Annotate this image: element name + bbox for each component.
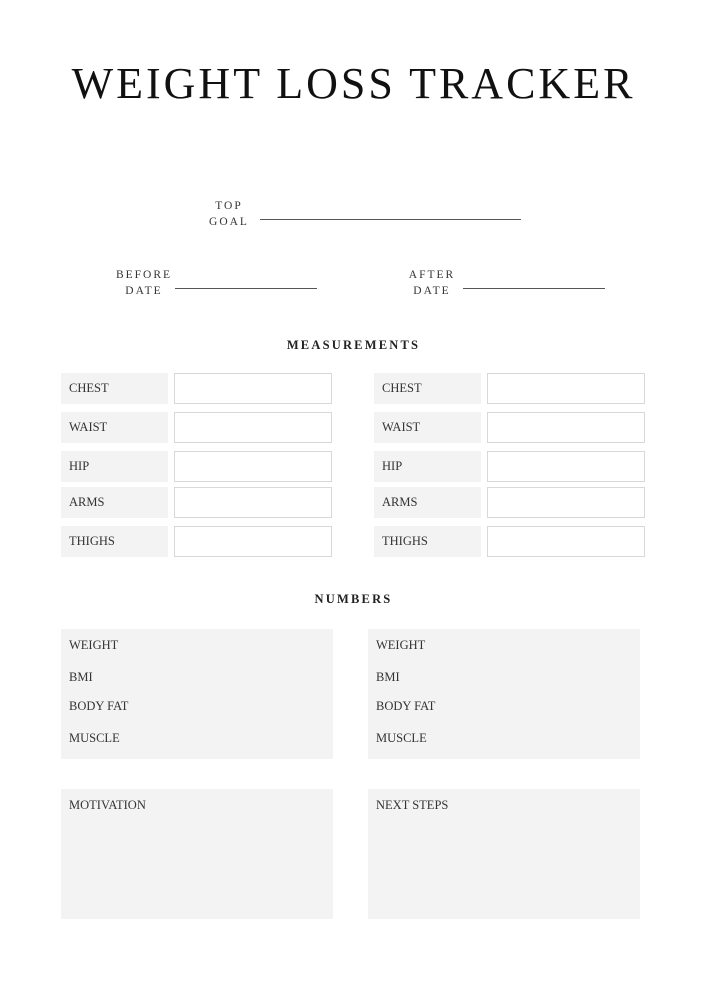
before-date-label — [112, 267, 176, 299]
number-label-bmi: BMI — [69, 670, 93, 684]
measurement-label-arms: ARMS — [61, 487, 168, 518]
before-date-label-line2: DATE — [125, 285, 163, 297]
number-label-muscle: MUSCLE — [69, 731, 120, 745]
measurement-label-chest: CHEST — [374, 373, 481, 404]
goal-input-line[interactable] — [260, 219, 521, 220]
goal-label-line2: GOAL — [209, 216, 249, 228]
before-date-label-line1: BEFORE — [115, 269, 173, 281]
before-date-input-line[interactable] — [175, 288, 317, 289]
number-label-weight: WEIGHT — [69, 638, 119, 652]
goal-label-line1: TOP — [215, 200, 243, 212]
measurement-input-thighs[interactable] — [487, 526, 645, 557]
measurement-label-waist: WAIST — [61, 412, 168, 443]
after-date-label-line1: AFTER — [408, 269, 456, 281]
measurement-input-thighs[interactable] — [174, 526, 332, 557]
after-date-label-line2: DATE — [413, 285, 451, 297]
measurement-input-hip[interactable] — [174, 451, 332, 482]
measurement-label-thighs: THIGHS — [61, 526, 168, 557]
measurement-input-hip[interactable] — [487, 451, 645, 482]
motivation-label: MOTIVATION — [69, 798, 146, 812]
page-title: WEIGHT LOSS TRACKER — [71, 59, 636, 108]
measurement-input-waist[interactable] — [174, 412, 332, 443]
goal-label — [202, 198, 256, 230]
measurement-input-arms[interactable] — [174, 487, 332, 518]
measurement-label-arms: ARMS — [374, 487, 481, 518]
number-label-body-fat: BODY FAT — [376, 699, 436, 713]
after-date-input-line[interactable] — [463, 288, 605, 289]
next-steps-panel[interactable] — [368, 789, 640, 919]
numbers-heading: NUMBERS — [314, 592, 393, 606]
motivation-panel[interactable] — [61, 789, 333, 919]
numbers-panel-right[interactable] — [368, 629, 640, 759]
measurements-heading: MEASUREMENTS — [286, 338, 421, 352]
number-label-bmi: BMI — [376, 670, 400, 684]
measurement-label-waist: WAIST — [374, 412, 481, 443]
numbers-panel-left[interactable] — [61, 629, 333, 759]
number-label-body-fat: BODY FAT — [69, 699, 129, 713]
measurement-label-chest: CHEST — [61, 373, 168, 404]
measurement-input-waist[interactable] — [487, 412, 645, 443]
number-label-weight: WEIGHT — [376, 638, 426, 652]
after-date-label — [402, 267, 462, 299]
measurement-input-arms[interactable] — [487, 487, 645, 518]
number-label-muscle: MUSCLE — [376, 731, 427, 745]
measurement-label-hip: HIP — [374, 451, 481, 482]
next-steps-label: NEXT STEPS — [376, 798, 449, 812]
measurement-label-thighs: THIGHS — [374, 526, 481, 557]
measurement-input-chest[interactable] — [174, 373, 332, 404]
measurement-label-hip: HIP — [61, 451, 168, 482]
measurement-input-chest[interactable] — [487, 373, 645, 404]
